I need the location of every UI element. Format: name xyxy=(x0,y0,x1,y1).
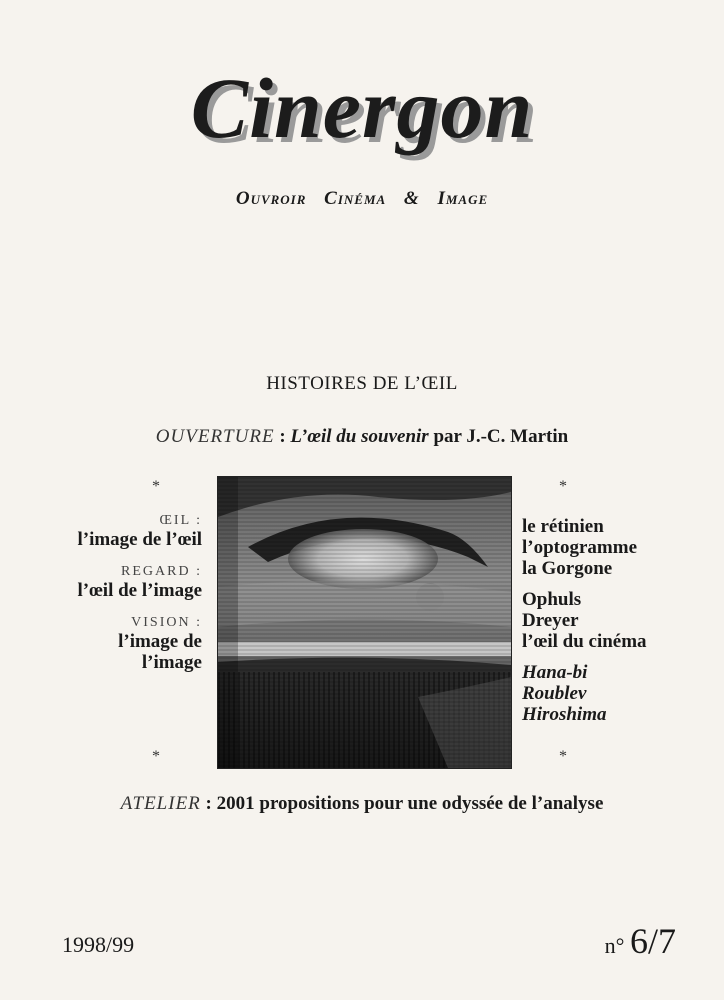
section-text: l’œil de l’image xyxy=(77,580,202,601)
right-item: l’œil du cinéma xyxy=(522,631,647,652)
section-text: l’image de l’œil xyxy=(77,529,202,550)
section-oeil xyxy=(40,513,202,550)
right-item: le rétinien xyxy=(522,516,604,537)
right-item: Dreyer xyxy=(522,610,579,631)
star-ornament: * xyxy=(152,478,160,495)
right-item: l’optogramme xyxy=(522,537,638,558)
right-item: Hiroshima xyxy=(522,704,607,725)
star-ornament: * xyxy=(152,748,160,765)
ouverture-label: OUVERTURE xyxy=(155,426,275,447)
star-ornament: * xyxy=(559,748,567,765)
atelier-text: 2001 propositions pour une odyssée de l’analyse xyxy=(216,793,604,814)
issue-number xyxy=(605,920,676,962)
right-group-films xyxy=(522,662,712,725)
section-heading: VISION : xyxy=(131,615,202,630)
right-group-cineastes xyxy=(522,589,712,652)
ouverture-line xyxy=(0,426,724,448)
section-vision xyxy=(40,615,202,673)
section-heading: ŒIL : xyxy=(159,513,202,528)
magazine-title: Cinergon xyxy=(190,60,534,156)
publication-year: 1998/99 xyxy=(62,932,135,957)
issue-theme: HISTOIRES DE L’ŒIL xyxy=(266,373,458,394)
section-regard xyxy=(40,564,202,601)
section-text: l’image xyxy=(141,652,202,673)
issue-prefix: n° xyxy=(604,933,625,958)
section-heading: REGARD : xyxy=(121,564,202,579)
right-sections xyxy=(522,516,712,735)
right-item: Hana-bi xyxy=(522,662,588,683)
ouverture-author: par J.-C. Martin xyxy=(428,426,569,447)
atelier-line xyxy=(0,793,724,815)
eye-photograph xyxy=(217,476,512,769)
right-item: Roublev xyxy=(522,683,587,704)
left-sections xyxy=(40,513,202,687)
right-item: la Gorgone xyxy=(522,558,613,579)
issue-value: 6/7 xyxy=(629,921,676,961)
right-item: Ophuls xyxy=(522,589,582,610)
right-group-retine xyxy=(522,516,712,579)
ouverture-title: L’œil du souvenir xyxy=(290,426,429,447)
ouverture-separator: : xyxy=(274,426,291,447)
atelier-separator: : xyxy=(200,793,217,814)
atelier-label: ATELIER xyxy=(120,793,201,814)
magazine-subtitle: Ouvroir Cinéma & Image xyxy=(235,188,489,209)
star-ornament: * xyxy=(559,478,567,495)
section-text: l’image de xyxy=(118,631,202,652)
eye-photograph-art xyxy=(218,477,511,768)
